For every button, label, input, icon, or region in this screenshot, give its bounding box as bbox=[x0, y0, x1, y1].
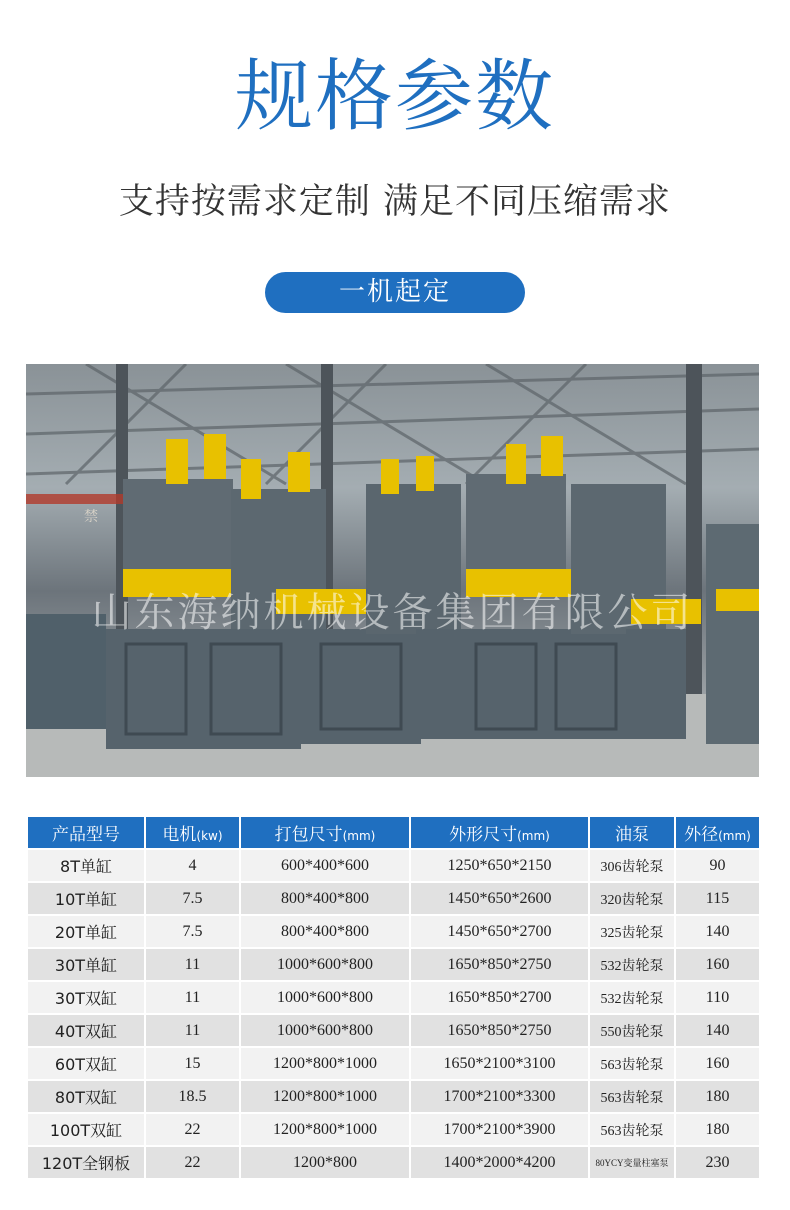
cell-model: 8T单缸 bbox=[28, 850, 144, 881]
cell-bale-size: 1200*800*1000 bbox=[241, 1048, 409, 1079]
cell-bale-size: 1200*800*1000 bbox=[241, 1081, 409, 1112]
cell-model: 30T单缸 bbox=[28, 949, 144, 980]
cell-diameter: 230 bbox=[676, 1147, 759, 1178]
header-motor: 电机(kw) bbox=[146, 817, 239, 848]
cell-diameter: 180 bbox=[676, 1081, 759, 1112]
table-row bbox=[28, 883, 759, 914]
cell-bale-size: 1200*800*1000 bbox=[241, 1114, 409, 1145]
cell-motor: 11 bbox=[146, 982, 239, 1013]
cell-overall-size: 1650*850*2750 bbox=[411, 1015, 588, 1046]
cell-motor: 18.5 bbox=[146, 1081, 239, 1112]
header-overall-size: 外形尺寸(mm) bbox=[411, 817, 588, 848]
cell-diameter: 110 bbox=[676, 982, 759, 1013]
header-diameter: 外径(mm) bbox=[676, 817, 759, 848]
cell-bale-size: 600*400*600 bbox=[241, 850, 409, 881]
cell-motor: 7.5 bbox=[146, 916, 239, 947]
cell-overall-size: 1650*850*2700 bbox=[411, 982, 588, 1013]
table-row bbox=[28, 850, 759, 881]
cell-model: 100T双缸 bbox=[28, 1114, 144, 1145]
cell-motor: 22 bbox=[146, 1147, 239, 1178]
cell-overall-size: 1650*850*2750 bbox=[411, 949, 588, 980]
cell-diameter: 140 bbox=[676, 916, 759, 947]
cell-overall-size: 1250*650*2150 bbox=[411, 850, 588, 881]
header-model: 产品型号 bbox=[28, 817, 144, 848]
cell-motor: 15 bbox=[146, 1048, 239, 1079]
table-row bbox=[28, 1048, 759, 1079]
cell-motor: 4 bbox=[146, 850, 239, 881]
cell-model: 30T双缸 bbox=[28, 982, 144, 1013]
table-row bbox=[28, 1114, 759, 1145]
cell-pump: 80YCY变量柱塞泵 bbox=[590, 1147, 674, 1178]
cell-bale-size: 1000*600*800 bbox=[241, 1015, 409, 1046]
cell-motor: 11 bbox=[146, 949, 239, 980]
cell-pump: 563齿轮泵 bbox=[590, 1081, 674, 1112]
header-pump: 油泵 bbox=[590, 817, 674, 848]
table-row bbox=[28, 1147, 759, 1178]
cell-pump: 550齿轮泵 bbox=[590, 1015, 674, 1046]
cell-bale-size: 800*400*800 bbox=[241, 883, 409, 914]
cell-model: 10T单缸 bbox=[28, 883, 144, 914]
cell-model: 20T单缸 bbox=[28, 916, 144, 947]
spec-table bbox=[26, 815, 761, 1180]
cell-model: 120T全钢板 bbox=[28, 1147, 144, 1178]
cell-bale-size: 1200*800 bbox=[241, 1147, 409, 1178]
cell-pump: 563齿轮泵 bbox=[590, 1114, 674, 1145]
spec-table-header-row bbox=[28, 817, 759, 848]
table-row bbox=[28, 1015, 759, 1046]
cell-overall-size: 1450*650*2600 bbox=[411, 883, 588, 914]
cell-overall-size: 1700*2100*3900 bbox=[411, 1114, 588, 1145]
cell-model: 40T双缸 bbox=[28, 1015, 144, 1046]
cell-bale-size: 800*400*800 bbox=[241, 916, 409, 947]
page-title: 规格参数 bbox=[234, 52, 555, 142]
cell-motor: 11 bbox=[146, 1015, 239, 1046]
cell-overall-size: 1400*2000*4200 bbox=[411, 1147, 588, 1178]
table-row bbox=[28, 1081, 759, 1112]
cell-pump: 325齿轮泵 bbox=[590, 916, 674, 947]
cell-diameter: 90 bbox=[676, 850, 759, 881]
cell-bale-size: 1000*600*800 bbox=[241, 949, 409, 980]
table-row bbox=[28, 982, 759, 1013]
cell-overall-size: 1700*2100*3300 bbox=[411, 1081, 588, 1112]
cell-pump: 532齿轮泵 bbox=[590, 949, 674, 980]
cell-diameter: 160 bbox=[676, 1048, 759, 1079]
cell-model: 60T双缸 bbox=[28, 1048, 144, 1079]
cell-diameter: 115 bbox=[676, 883, 759, 914]
baler-machines-illustration bbox=[26, 364, 759, 777]
cell-diameter: 180 bbox=[676, 1114, 759, 1145]
cell-overall-size: 1450*650*2700 bbox=[411, 916, 588, 947]
table-row bbox=[28, 916, 759, 947]
cell-overall-size: 1650*2100*3100 bbox=[411, 1048, 588, 1079]
moq-badge: 一机起定 bbox=[265, 272, 525, 313]
cell-diameter: 140 bbox=[676, 1015, 759, 1046]
cell-diameter: 160 bbox=[676, 949, 759, 980]
page-subtitle: 支持按需求定制 满足不同压缩需求 bbox=[118, 182, 672, 222]
photo-watermark: 山东海纳机械设备集团有限公司 bbox=[91, 590, 694, 636]
cell-pump: 563齿轮泵 bbox=[590, 1048, 674, 1079]
cell-bale-size: 1000*600*800 bbox=[241, 982, 409, 1013]
cell-motor: 7.5 bbox=[146, 883, 239, 914]
product-photo bbox=[26, 364, 759, 777]
photo-sign: 禁 bbox=[84, 509, 98, 525]
cell-pump: 306齿轮泵 bbox=[590, 850, 674, 881]
cell-pump: 320齿轮泵 bbox=[590, 883, 674, 914]
cell-pump: 532齿轮泵 bbox=[590, 982, 674, 1013]
table-row bbox=[28, 949, 759, 980]
cell-model: 80T双缸 bbox=[28, 1081, 144, 1112]
header-bale-size: 打包尺寸(mm) bbox=[241, 817, 409, 848]
cell-motor: 22 bbox=[146, 1114, 239, 1145]
